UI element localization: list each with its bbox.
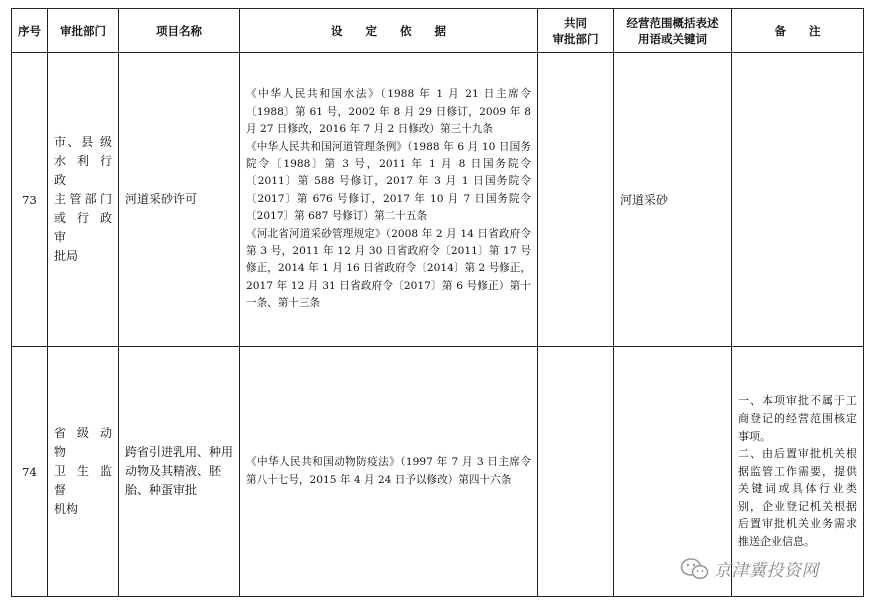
row-no: 73 xyxy=(12,53,48,347)
header-scope xyxy=(614,9,732,53)
header-dept: 审批部门 xyxy=(48,9,119,53)
header-name: 项目名称 xyxy=(119,9,240,53)
row-no: 74 xyxy=(12,347,48,597)
row-dept xyxy=(48,53,119,347)
basis-paragraph: 《河北省河道采砂管理规定》（2008 年 2 月 14 日省政府令第 3 号，2011 年 12 月 30 日省政府令〔2011〕第 17 号修正，2014 年 1 月 16 日省政府令〔2014〕第 2 号修正，2017 年 12 月 31 日省政府令〔2017〕第 6 号修正）第十一条、第十三条 xyxy=(246,227,531,310)
header-joint-line2: 审批部门 xyxy=(552,31,599,46)
basis-paragraph: 《中华人民共和国水法》（1988 年 1 月 21 日主席令〔1988〕第 61 号，2002 年 8 月 29 日修订，2009 年 8 月 27 日修改，2016 年 7 月 2 日修改）第三十九条 xyxy=(246,88,531,136)
row-scope-keyword: 河道采砂 xyxy=(614,53,732,347)
header-basis: 设 定 依 据 xyxy=(240,9,538,53)
row-project-name: 跨省引进乳用、种用动物及其精液、胚胎、种蛋审批 xyxy=(119,347,240,597)
row-basis xyxy=(240,53,538,347)
header-scope-line1: 经营范围概括表述 xyxy=(626,15,719,30)
dept-line: 机构 xyxy=(54,502,79,516)
approval-table xyxy=(11,8,864,597)
basis-paragraph: 《中华人民共和国河道管理条例》（1988 年 6 月 10 日国务院令〔1988〕第 3 号，2011 年 1 月 8 日国务院令〔2011〕第 588 号修订，2017 年 3 月 1 日国务院令〔2017〕第 676 号修订，2017 年 10 月 7 日国务院令〔2017〕第 687 号修订）第二十五条 xyxy=(246,140,531,223)
row-joint-dept xyxy=(538,347,614,597)
table-row xyxy=(12,53,864,347)
row-project-name: 河道采砂许可 xyxy=(119,53,240,347)
header-note: 备 注 xyxy=(732,9,864,53)
header-joint xyxy=(538,9,614,53)
note-paragraph: 一、本项审批不属于工商登记的经营范围核定事项。 xyxy=(738,394,857,443)
note-paragraph: 二、由后置审批机关根据监管工作需要，提供关键词或具体行业类别，企业登记机关根据后置审批机关业务需求推送企业信息。 xyxy=(738,447,857,549)
dept-line: 卫 生 监 督 xyxy=(54,464,112,497)
row-dept xyxy=(48,347,119,597)
dept-line: 市、县 级 xyxy=(54,135,112,149)
row-basis xyxy=(240,347,538,597)
header-scope-line2: 用语或关键词 xyxy=(638,31,707,46)
dept-line: 主管部门 xyxy=(54,192,112,206)
watermark xyxy=(680,556,819,581)
dept-line: 省 级 动 物 xyxy=(54,426,112,459)
header-joint-line1: 共同 xyxy=(564,15,587,30)
dept-line: 水 利 行 政 xyxy=(54,154,112,187)
table-header-row xyxy=(12,9,864,53)
header-no: 序号 xyxy=(12,9,48,53)
dept-line: 批局 xyxy=(54,249,79,263)
row-joint-dept xyxy=(538,53,614,347)
row-note xyxy=(732,53,864,347)
dept-line: 或 行 政 审 xyxy=(54,211,112,244)
wechat-icon xyxy=(680,557,710,581)
watermark-text: 京津冀投资网 xyxy=(714,561,819,581)
basis-paragraph: 《中华人民共和国动物防疫法》（1997 年 7 月 3 日主席令第八十七号，2015 年 4 月 24 日予以修改）第四十六条 xyxy=(246,456,531,486)
